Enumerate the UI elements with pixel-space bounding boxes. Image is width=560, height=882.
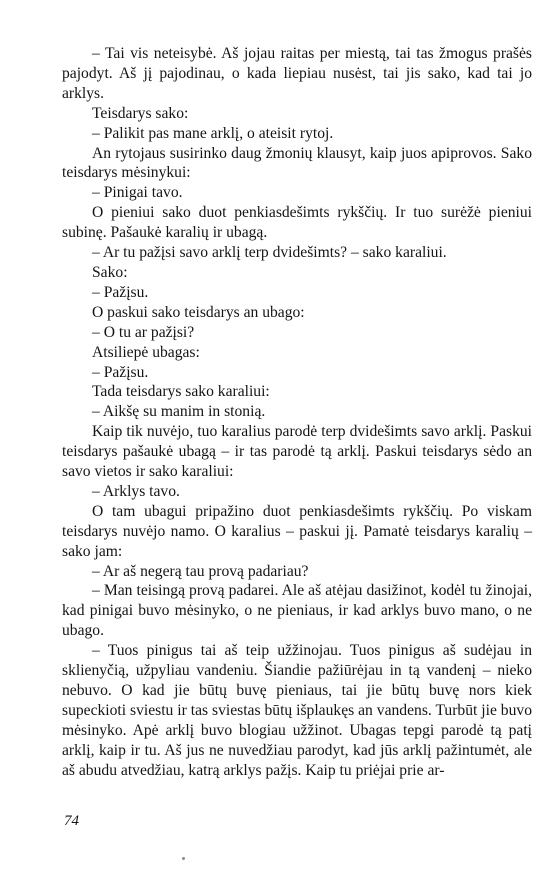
paragraph: – Tuos pinigus tai aš teip užžinojau. Tuos pinigus aš sudėjau in sklienyčią, užpyliau vandeniu. Šiandie pažiūrėjau in tą vandenį – nieko nebuvo. O kad jie būtų buvę pieniaus, tai jie būtų buvę nors kiek supeckioti sviestu ir tas sviestas būtų išplaukęs an vandens. Turbūt jie buvo mėsinyko. Apė arklį buvo blogiau užžinot. Ubagas tepgi parodė tą patį arklį, kaip ir tu. Aš jus ne nuvedžiau parodyt, kad jūs arklį pažintumėt, ale aš abudu atvedžiau, katrą arklys pažįs. Kaip tu priėjai prie ar- [62, 642, 532, 779]
page-body-text [62, 44, 532, 781]
paragraph: – Pažįsu. [92, 283, 149, 301]
paragraph: – Tai vis neteisybė. Aš jojau raitas per miestą, tai tas žmogus prašės pajodyt. Aš jį pajodinau, o kada liepiau nusėst, tai jis sako, kad tai jo arklys. [62, 45, 532, 102]
paragraph: An rytojaus susirinko daug žmonių klausyt, kaip juos apiprovos. Sako teisdarys mėsinykui: [62, 144, 532, 182]
paragraph: – Man teisingą provą padarei. Ale aš atėjau dasižinot, kodėl tu žinojai, kad pinigai buvo mėsinyko, o ne pieniaus, ir kad arklys buvo mano, o ne ubago. [62, 582, 532, 640]
paragraph: – Pinigai tavo. [92, 184, 183, 202]
paragraph: – Pažįsu. [92, 363, 149, 381]
paragraph: – Ar tu pažįsi savo arklį terp dvidešimts? – sako karaliui. [92, 244, 447, 262]
paragraph: – Ar aš negerą tau provą padariau? [92, 562, 309, 580]
paragraph: Kaip tik nuvėjo, tuo karalius parodė terp dvidešimts savo arklį. Paskui teisdarys pašaukė ubagą – ir tas parodė tą arklį. Paskui teisdarys sėdo an savo vietos ir sako karaliui: [62, 423, 532, 481]
paragraph: – Arklys tavo. [92, 482, 180, 500]
paragraph: Teisdarys sako: [92, 104, 189, 122]
paragraph: Atsiliepė ubagas: [92, 343, 200, 361]
paragraph: O tam ubagui pripažino duot penkiasdešimts rykščių. Po viskam teisdarys nuvėjo namo. O karalius – paskui jį. Pamatė teisdarys karalių – sako jam: [62, 502, 532, 560]
paragraph: Sako: [92, 263, 128, 281]
paragraph: O pieniui sako duot penkiasdešimts rykščių. Ir tuo surėžė pieniui subinę. Pašaukė karalių ir ubagą. [62, 204, 532, 242]
paragraph: O paskui sako teisdarys an ubago: [92, 303, 305, 321]
paragraph: – Palikit pas mane arklį, o ateisit rytoj. [92, 124, 334, 142]
paragraph: – Aikšę su manim in stonią. [92, 403, 266, 421]
print-speck [182, 857, 185, 860]
paragraph: – O tu ar pažįsi? [92, 323, 195, 341]
page-number: 74 [64, 813, 79, 829]
paragraph: Tada teisdarys sako karaliui: [92, 383, 270, 401]
